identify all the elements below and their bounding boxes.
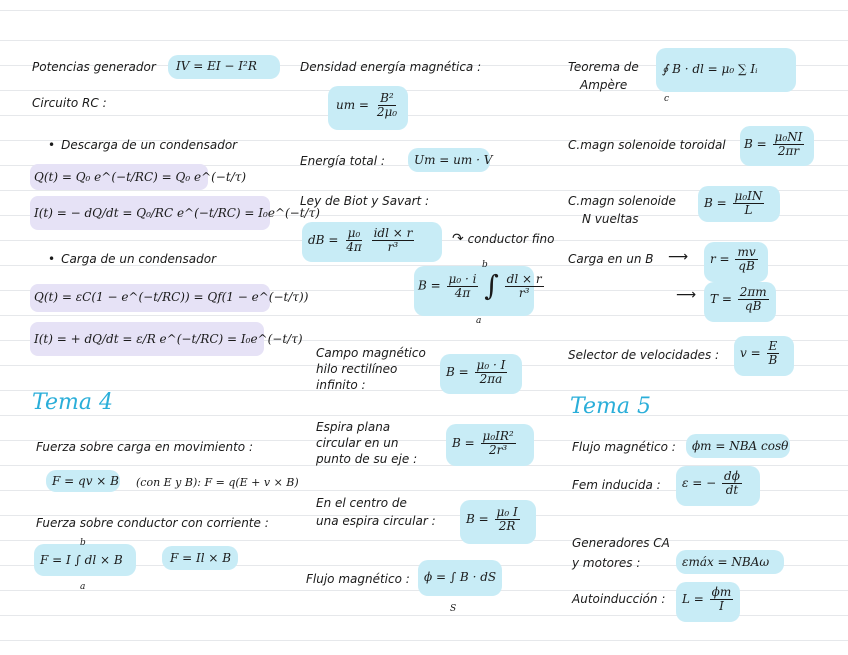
hilo-label-1: Campo magnético [316, 346, 426, 360]
biot-integral-formula: B = $\frac{\text{μ₀ · i}}{4\pi}$ ∫ $\frac{dl \times r}{\text{r³}}$ [418, 269, 542, 302]
hilo-formula: B = $\frac{\text{μ₀ · I}}{2\pi a}$ [446, 358, 506, 386]
fem-formula: ε = − $\frac{d\phi}{dt}$ [682, 469, 740, 497]
hilo-label-3: infinito : [316, 378, 366, 392]
fuerza-carga-formula: F = qv × B [52, 474, 119, 488]
integral-icon: ∫ [484, 269, 499, 302]
i-carga-formula: I(t) = + dQ/dt = ε/R e^(−t/RC) = I₀e^(−t/τ) [34, 332, 303, 346]
toroidal-label: C.magn solenoide toroidal [568, 138, 726, 152]
q-carga-formula: Q(t) = εC(1 − e^(−t/RC)) = Qf(1 − e^(−t/τ)) [34, 290, 309, 304]
carga-label: • Carga de un condensador [48, 252, 216, 267]
toroidal-formula: B = $\frac{\text{μ₀NI}}{2\pi r}$ [744, 130, 803, 158]
flujo-magnetico-formula: ϕm = NBA cosθ [692, 439, 789, 453]
limit-low: a [476, 316, 482, 326]
espira-label-1: Espira plana [316, 420, 391, 434]
hilo-label-2: hilo rectilíneo [316, 362, 398, 376]
generadores-label-1: Generadores CA [572, 536, 670, 550]
centro-label-2: una espira circular : [316, 514, 436, 528]
carga-b-label: Carga en un B [568, 252, 654, 266]
flujo-formula: ϕ = ∫ B · dS [424, 570, 497, 584]
espira-label-2: circular en un [316, 436, 399, 450]
solenoide-label-1: C.magn solenoide [568, 194, 676, 208]
densidad-formula: um = $\frac{\text{B²}}{\text{2μ₀}}$ [336, 91, 398, 119]
ampere-label-1: Teorema de [568, 60, 639, 74]
limit-low: S [450, 604, 457, 614]
fem-label: Fem inducida : [572, 478, 661, 492]
fuerza-conductor-label: Fuerza sobre conductor con corriente : [36, 516, 269, 530]
limit-high: b [482, 260, 488, 270]
espira-formula: B = $\frac{\text{μ₀IR²}}{\text{2r³}}$ [452, 429, 514, 457]
flujo-magnetico-label: Flujo magnético : [572, 440, 676, 454]
flujo-label: Flujo magnético : [306, 572, 410, 586]
limit-low: a [80, 582, 86, 592]
curved-arrow-icon: ↷ [452, 231, 464, 247]
selector-label: Selector de velocidades : [568, 348, 720, 362]
solenoide-formula: B = $\frac{\text{μ₀IN}}{L}$ [704, 189, 763, 217]
tema5-heading: Tema 5 [570, 394, 651, 419]
potencia-label: Potencias generador [32, 60, 156, 74]
selector-formula: v = $\frac{E}{B}$ [740, 339, 778, 367]
solenoide-label-2: N vueltas [582, 212, 639, 226]
limit-high: b [80, 538, 86, 548]
tema4-heading: Tema 4 [32, 390, 113, 415]
autoinduccion-formula: L = $\frac{\phi m}{I}$ [682, 585, 732, 613]
rc-label: Circuito RC : [32, 96, 107, 110]
densidad-label: Densidad energía magnética : [300, 60, 482, 74]
arrow-right-icon: ⟶ [676, 287, 697, 303]
espira-label-3: punto de su eje : [316, 452, 418, 466]
radio-formula: r = $\frac{mv}{qB}$ [710, 245, 756, 273]
fuerza-conductor-formula: F = I ∫ dl × B [40, 553, 123, 567]
ampere-label-2: Ampère [580, 78, 628, 92]
limit-low: c [664, 94, 670, 104]
periodo-formula: T = $\frac{2\pi m}{qB}$ [710, 285, 767, 313]
biot-label: Ley de Biot y Savart : [300, 194, 430, 208]
generadores-label-2: y motores : [572, 556, 641, 570]
fuerza-carga-note: (con E y B): F = q(E + v × B) [136, 476, 299, 489]
energia-label: Energía total : [300, 154, 385, 168]
arrow-right-icon: ⟶ [668, 249, 689, 265]
i-descarga-formula: I(t) = − dQ/dt = Q₀/RC e^(−t/RC) = I₀e^(−t/τ) [34, 206, 320, 220]
biot-formula: dB = $\frac{\text{μ₀}}{4\pi}$ $\frac{\text{idl × r}}{\text{r³}}$ [308, 226, 413, 254]
arrow-conductor: ↷ conductor fino [452, 231, 555, 247]
fuerza-carga-label: Fuerza sobre carga en movimiento : [36, 440, 254, 454]
energia-formula: Um = um · V [414, 153, 493, 167]
centro-formula: B = $\frac{\text{μ₀ I}}{2R}$ [466, 505, 518, 533]
potencia-formula: IV = EI − I²R [176, 59, 257, 73]
generadores-formula: εmáx = NBAω [682, 555, 770, 569]
q-descarga-formula: Q(t) = Q₀ e^(−t/RC) = Q₀ e^(−t/τ) [34, 170, 247, 184]
ampere-formula: ∮ B · dl = μ₀ ∑ Iᵢ [662, 62, 758, 76]
autoinduccion-label: Autoinducción : [572, 592, 666, 606]
descarga-label: • Descarga de un condensador [48, 138, 237, 153]
fuerza-conductor-formula-2: F = Il × B [170, 551, 232, 565]
centro-label-1: En el centro de [316, 496, 407, 510]
